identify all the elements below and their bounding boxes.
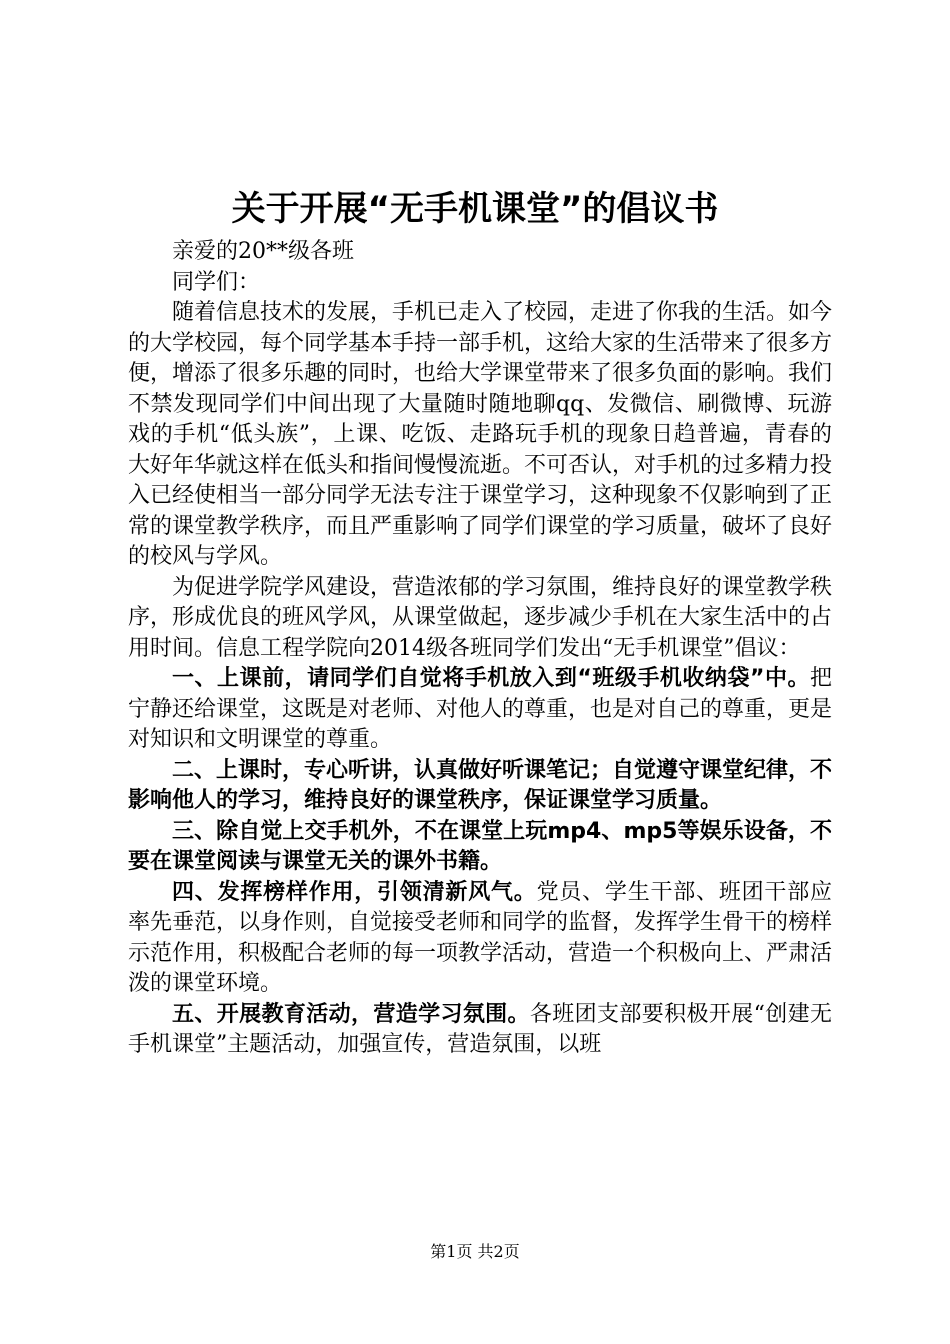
paragraph-item-3	[128, 817, 832, 878]
paragraph-item-4	[128, 878, 832, 1000]
paragraph-heading: 一、上课前，请同学们自觉将手机放入到“班级手机收纳袋”中。	[172, 666, 810, 691]
document-body	[128, 237, 832, 1061]
salutation-line-2: 同学们：	[172, 269, 261, 295]
paragraph-text: 为促进学院学风建设，营造浓郁的学习氛围，维持良好的课堂教学秩序，形成优良的班风学风，从课堂做起，逐步减少手机在大家生活中的占用时间。信息工程学院向2014级各班同学们发出“无手机课堂”倡议：	[128, 574, 833, 661]
paragraph-heading: 二、上课时，专心听讲，认真做好听课笔记；自觉遵守课堂纪律，不影响他人的学习，维持良好的课堂秩序，保证课堂学习质量。	[128, 757, 833, 813]
paragraph-item-2	[128, 756, 832, 817]
paragraph-heading: 四、发挥榜样作用，引领清新风气。	[172, 879, 537, 905]
paragraph-item-5	[128, 1000, 832, 1061]
page-footer: 第1页 共2页	[430, 1242, 520, 1261]
paragraph-text: 随着信息技术的发展，手机已走入了校园，走进了你我的生活。如今的大学校园，每个同学基本手持一部手机，这给大家的生活带来了很多方便，增添了很多乐趣的同时，也给大学课堂带来了很多负面的影响。我们不禁发现同学们中间出现了大量随时随地聊qq、发微信、刷微博、玩游戏的手机“低头族”，上课、吃饭、走路玩手机的现象日趋普遍，青春的大好年华就这样在低头和指间慢慢流逝。不可否认，对手机的过多精力投入已经使相当一部分同学无法专注于课堂学习，这种现象不仅影响到了正常的课堂教学秩序，而且严重影响了同学们课堂的学习质量，破坏了良好的校风与学风。	[128, 300, 833, 569]
paragraph-heading: 五、开展教育活动，营造学习氛围。	[172, 1001, 530, 1027]
document-title: 关于开展“无手机课堂”的倡议书	[231, 189, 719, 229]
paragraph-purpose	[128, 573, 832, 665]
paragraph-intro	[128, 298, 832, 573]
paragraph-text: 党员、学生干部、班团干部应率先垂范，以身作则，自觉接受老师和同学的监督，发挥学生骨干的榜样示范作用，积极配合老师的每一项教学活动，营造一个积极向上、严肃活泼的课堂环境。	[128, 879, 833, 996]
paragraph-heading: 三、除自觉上交手机外，不在课堂上玩mp4、mp5等娱乐设备，不要在课堂阅读与课堂无关的课外书籍。	[128, 818, 832, 874]
salutation-line-1: 亲爱的20**级各班	[172, 239, 354, 264]
paragraph-item-1	[128, 664, 832, 756]
paragraph-text: 各班团支部要积极开展“创建无手机课堂”主题活动，加强宣传，营造氛围，以班	[128, 1001, 832, 1057]
paragraph-text: 把宁静还给课堂，这既是对老师、对他人的尊重，也是对自己的尊重，更是对知识和文明课堂的尊重。	[128, 666, 833, 752]
